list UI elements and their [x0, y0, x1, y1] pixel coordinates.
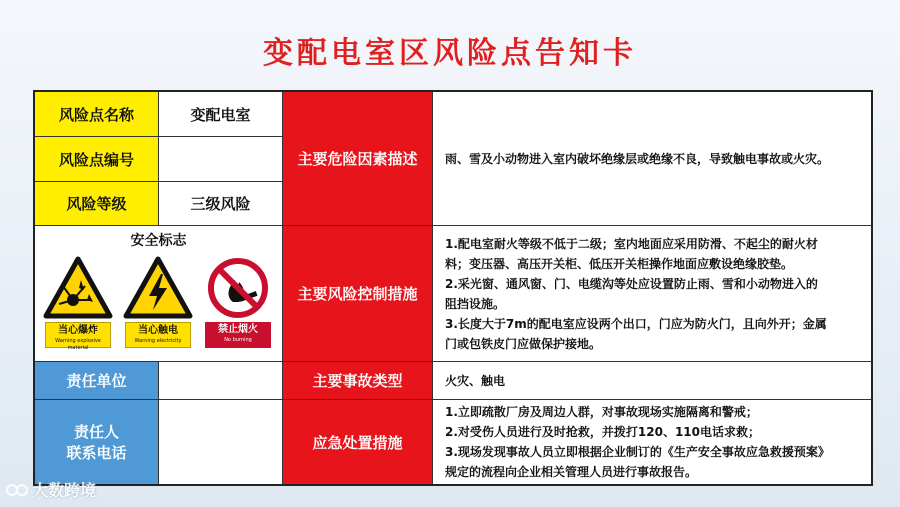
- sign-electric: [121, 256, 195, 348]
- emergency-line: 2.对受伤人员进行及时抢救，并拨打120、110电话求救；: [445, 425, 761, 439]
- sign-electric-label: 当心触电: [138, 325, 178, 336]
- risk-name-label: 风险点名称: [35, 92, 159, 137]
- control-measures: [433, 226, 871, 362]
- sign-electric-caption: [125, 322, 191, 348]
- emergency-line: 规定的流程向企业相关管理人员进行事故报告。: [445, 465, 698, 479]
- risk-level-label: 风险等级: [35, 182, 159, 226]
- control-line: 料；变压器、高压开关柜、低压开关柜操作地面应敷设绝缘胶垫。: [445, 257, 794, 271]
- control-label: 主要风险控制措施: [283, 226, 433, 362]
- responsible-person-label-line2: 联系电话: [66, 444, 127, 462]
- sign-electric-sub: Warning electricity: [134, 338, 182, 344]
- safety-signs-panel: [35, 226, 283, 362]
- accident-type-label: 主要事故类型: [283, 362, 433, 400]
- risk-code-label: 风险点编号: [35, 137, 159, 182]
- watermark-text: 大数跨境: [32, 481, 97, 500]
- safety-signs-title: 安全标志: [130, 233, 187, 249]
- hazard-text: 雨、雪及小动物进入室内破坏绝缘层或绝缘不良，导致触电事故或火灾。: [445, 151, 830, 166]
- responsible-person-label-line1: 责任人: [73, 423, 119, 441]
- sign-explosion: [41, 256, 115, 351]
- emergency-line: 3.现场发现事故人员立即根据企业制订的《生产安全事故应急救援预案》: [445, 445, 830, 459]
- sign-no-fire-sub: No burning: [224, 337, 252, 343]
- sign-explosion-caption: [45, 322, 111, 351]
- accident-type-cell: [433, 362, 871, 400]
- responsible-person-label: [35, 400, 159, 484]
- hazard-label: 主要危险因素描述: [283, 92, 433, 226]
- control-line: 门或包铁皮门应做保护接地。: [445, 337, 602, 351]
- sign-no-fire: [201, 256, 275, 348]
- accident-type-value: 火灾、触电: [445, 373, 506, 388]
- emergency-label: 应急处置措施: [283, 400, 433, 484]
- no-smoking-icon: [203, 256, 273, 320]
- control-line: 3.长度大于7m的配电室应设两个出口，门应为防火门，且向外开；金属: [445, 317, 827, 331]
- responsible-person-value: [159, 400, 283, 484]
- emergency-measures: [433, 400, 871, 484]
- watermark-logo-icon: [6, 482, 28, 498]
- risk-name-value: 变配电室: [159, 92, 283, 137]
- control-line: 阻挡设施。: [445, 297, 506, 311]
- electric-shock-warning-icon: [123, 256, 193, 320]
- sign-no-fire-label: 禁止烟火: [218, 324, 258, 335]
- sign-no-fire-caption: [205, 322, 271, 348]
- responsible-unit-value: [159, 362, 283, 400]
- hazard-description: [433, 92, 871, 226]
- risk-code-value: [159, 137, 283, 182]
- risk-level-value: 三级风险: [159, 182, 283, 226]
- control-line: 2.采光窗、通风窗、门、电缆沟等处应设置防止雨、雪和小动物进入的: [445, 277, 818, 291]
- sign-explosion-label: 当心爆炸: [58, 325, 98, 336]
- watermark: [6, 478, 96, 501]
- control-line: 1.配电室耐火等级不低于二级；室内地面应采用防滑、不起尘的耐火材: [445, 237, 818, 251]
- responsible-unit-label: 责任单位: [35, 362, 159, 400]
- card-title: 变配电室区风险点告知卡: [263, 36, 637, 71]
- risk-notice-card: [33, 90, 873, 486]
- emergency-line: 1.立即疏散厂房及周边人群，对事故现场实施隔离和警戒；: [445, 405, 758, 419]
- explosion-warning-icon: [43, 256, 113, 320]
- sign-explosion-sub: Warning explosive material: [55, 338, 101, 351]
